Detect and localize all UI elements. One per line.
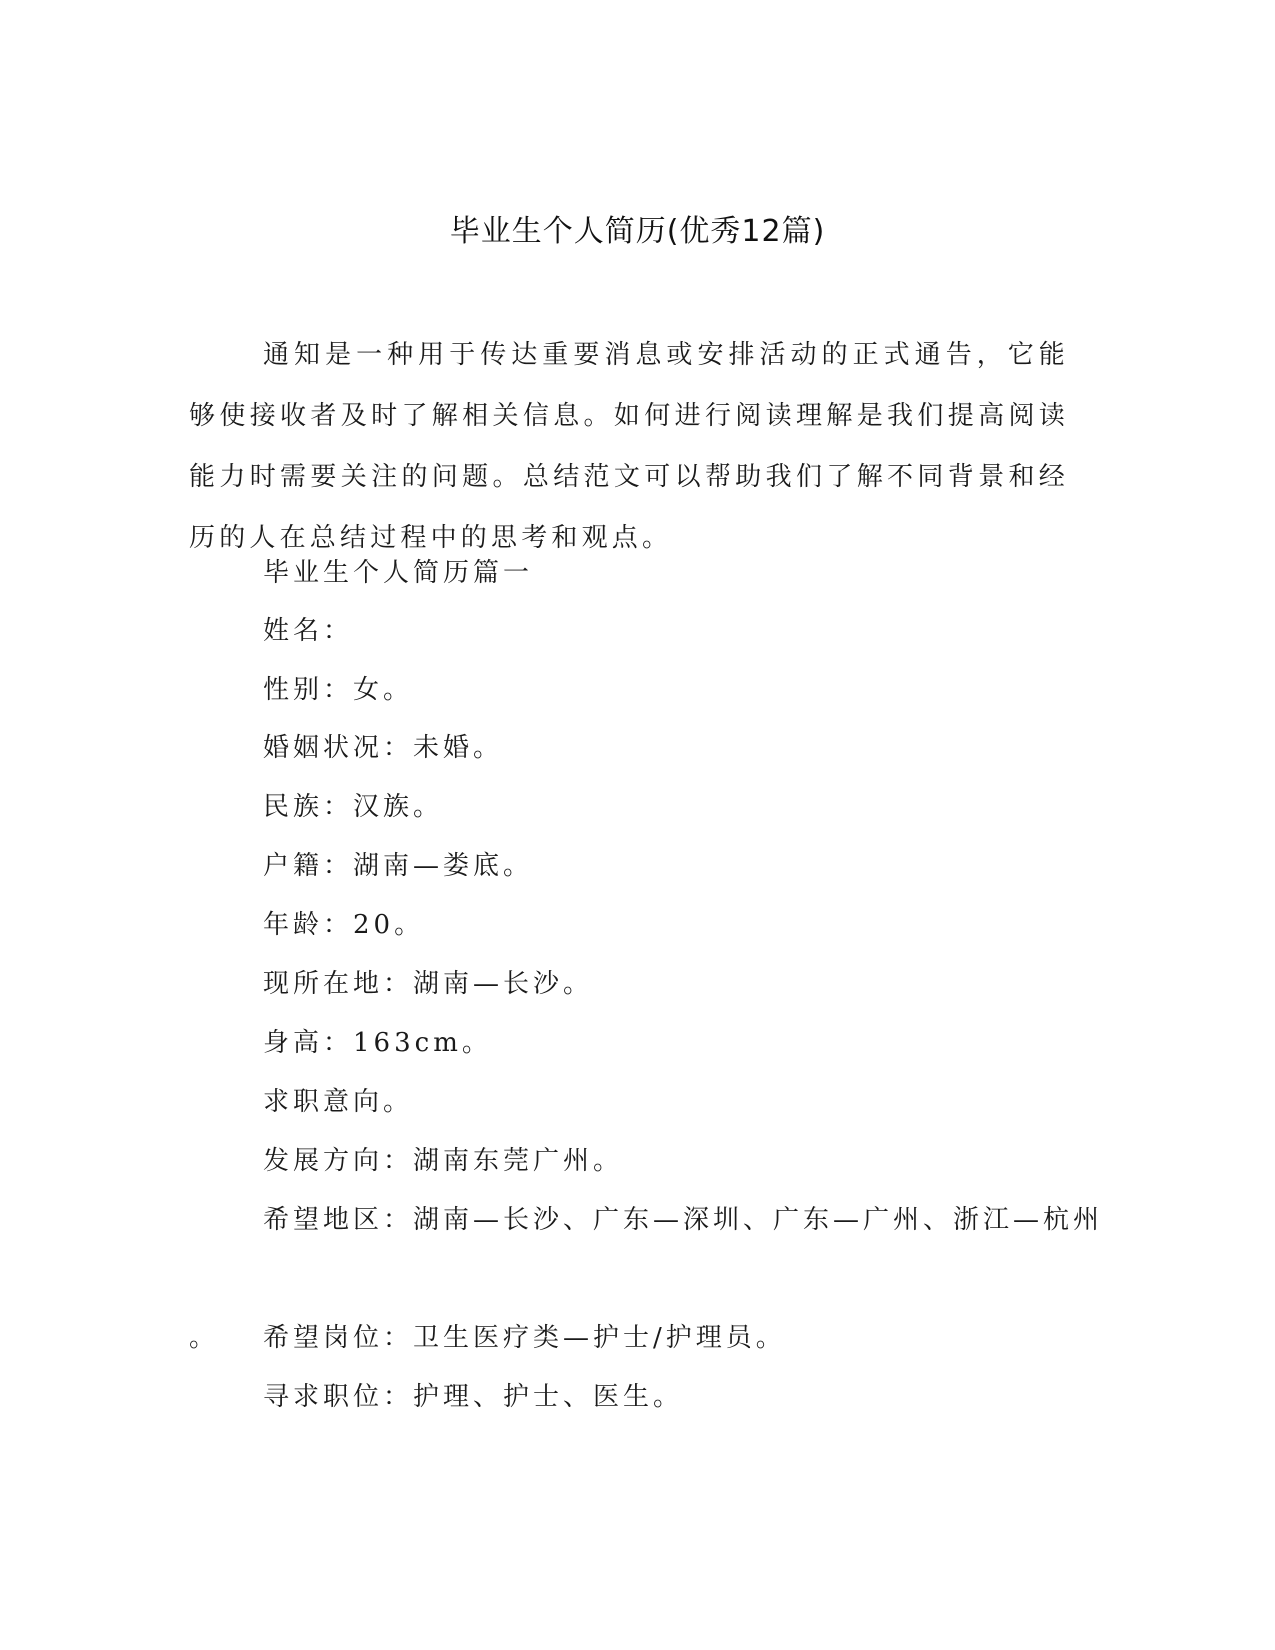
section-heading: 毕业生个人简历篇一: [263, 558, 534, 588]
field-ethnicity: 民族：汉族。: [263, 792, 444, 822]
field-household-registration: 户籍：湖南—娄底。: [263, 851, 534, 881]
field-sought-jobs: 寻求职位：护理、护士、医生。: [263, 1382, 684, 1412]
field-development-direction: 发展方向：湖南东莞广州。: [263, 1146, 624, 1176]
intro-paragraph: 通知是一种用于传达重要消息或安排活动的正式通告，它能够使接收者及时了解相关信息。如何进行阅读理解是我们提高阅读能力时需要关注的问题。总结范文可以帮助我们了解不同背景和经历的人在总结过程中的思考和观点。: [189, 340, 1069, 553]
orphan-punctuation: 。: [189, 1323, 216, 1353]
field-current-location: 现所在地：湖南—长沙。: [263, 969, 594, 999]
field-age: 年龄：20。: [263, 910, 425, 940]
field-height: 身高：163cm。: [263, 1028, 492, 1058]
document-title: 毕业生个人简历(优秀12篇): [449, 214, 826, 249]
field-desired-position: 希望岗位：卫生医疗类—护士/护理员。: [263, 1323, 786, 1353]
field-name: 姓名：: [263, 616, 354, 646]
job-intention-heading: 求职意向。: [263, 1087, 414, 1117]
field-marital-status: 婚姻状况：未婚。: [263, 733, 504, 763]
field-gender: 性别：女。: [263, 675, 414, 705]
field-desired-regions: 希望地区：湖南—长沙、广东—深圳、广东—广州、浙江—杭州: [263, 1205, 1104, 1235]
